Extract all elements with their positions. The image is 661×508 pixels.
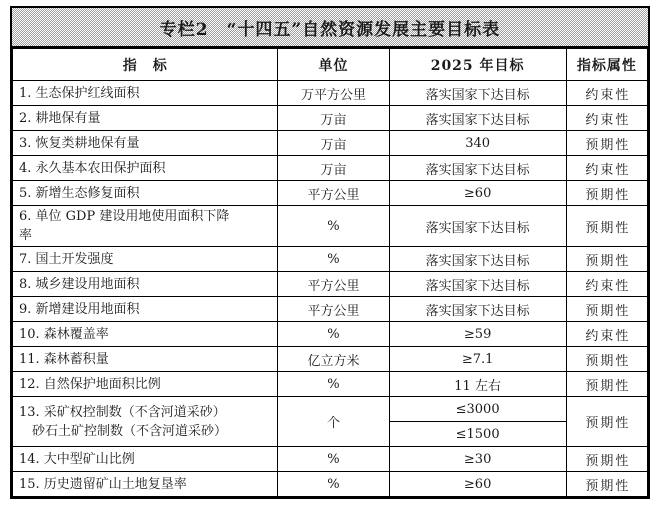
header-row xyxy=(13,49,648,81)
indicator-cell xyxy=(13,206,278,247)
table-row xyxy=(13,347,648,372)
indicator-cell xyxy=(13,447,278,472)
indicator-line: 5. 新增生态修复面积 xyxy=(19,185,140,201)
unit-cell: 亿立方米 xyxy=(278,347,389,372)
target-cell: 落实国家下达目标 xyxy=(389,106,566,131)
table-body xyxy=(13,81,648,497)
attribute-cell: 约束性 xyxy=(566,81,647,106)
target-cell: ≥60 xyxy=(389,181,566,206)
indicator-line: 7. 国土开发强度 xyxy=(19,251,114,267)
attribute-cell: 预期性 xyxy=(566,206,647,247)
indicator-cell xyxy=(13,372,278,397)
header-unit: 单位 xyxy=(278,49,389,81)
unit-cell: % xyxy=(278,322,389,347)
table-row xyxy=(13,106,648,131)
target-cell: ≤3000 xyxy=(389,397,566,422)
indicator-line: 13. 采矿权控制数（不含河道采砂） xyxy=(19,404,226,420)
attribute-cell: 预期性 xyxy=(566,247,647,272)
attribute-cell: 约束性 xyxy=(566,272,647,297)
table-row xyxy=(13,472,648,497)
indicator-cell xyxy=(13,156,278,181)
attribute-cell: 约束性 xyxy=(566,106,647,131)
indicator-cell xyxy=(13,81,278,106)
target-cell: ≥7.1 xyxy=(389,347,566,372)
table-row xyxy=(13,131,648,156)
target-cell: 落实国家下达目标 xyxy=(389,272,566,297)
indicator-cell xyxy=(13,272,278,297)
attribute-cell: 预期性 xyxy=(566,397,647,447)
attribute-cell: 预期性 xyxy=(566,447,647,472)
indicator-line: 4. 永久基本农田保护面积 xyxy=(19,160,166,176)
table-row xyxy=(13,322,648,347)
table-row xyxy=(13,297,648,322)
table-row xyxy=(13,272,648,297)
table-title: 专栏2 “十四五”自然资源发展主要目标表 xyxy=(159,19,501,40)
unit-cell: 平方公里 xyxy=(278,297,389,322)
header-indicator: 指 标 xyxy=(13,49,278,81)
indicator-line: 8. 城乡建设用地面积 xyxy=(19,276,140,292)
unit-cell: 平方公里 xyxy=(278,181,389,206)
indicator-cell xyxy=(13,106,278,131)
boxed-target-table xyxy=(10,6,650,499)
attribute-cell: 预期性 xyxy=(566,131,647,156)
unit-cell: 万平方公里 xyxy=(278,81,389,106)
indicator-cell xyxy=(13,247,278,272)
unit-cell: % xyxy=(278,206,389,247)
indicator-line: 砂石土矿控制数（不含河道采砂） xyxy=(19,423,228,439)
unit-cell: % xyxy=(278,447,389,472)
indicator-line: 1. 生态保护红线面积 xyxy=(19,85,140,101)
table-row xyxy=(13,372,648,397)
indicator-line: 12. 自然保护地面积比例 xyxy=(19,376,161,392)
target-cell: ≥60 xyxy=(389,472,566,497)
unit-cell: % xyxy=(278,372,389,397)
table-row xyxy=(13,447,648,472)
indicator-line: 3. 恢复类耕地保有量 xyxy=(19,135,140,151)
indicator-cell xyxy=(13,322,278,347)
attribute-cell: 预期性 xyxy=(566,372,647,397)
target-cell: 落实国家下达目标 xyxy=(389,297,566,322)
attribute-cell: 约束性 xyxy=(566,156,647,181)
indicator-line: 15. 历史遗留矿山土地复垦率 xyxy=(19,476,187,492)
indicator-line: 11. 森林蓄积量 xyxy=(19,351,109,367)
target-cell: 落实国家下达目标 xyxy=(389,247,566,272)
indicator-cell xyxy=(13,397,278,447)
attribute-cell: 预期性 xyxy=(566,181,647,206)
table-row xyxy=(13,181,648,206)
unit-cell: 平方公里 xyxy=(278,272,389,297)
header-target: 2025 年目标 xyxy=(389,49,566,81)
target-cell: 340 xyxy=(389,131,566,156)
indicator-line: 10. 森林覆盖率 xyxy=(19,326,109,342)
indicator-line: 14. 大中型矿山比例 xyxy=(19,451,135,467)
target-cell: ≥30 xyxy=(389,447,566,472)
target-cell: ≤1500 xyxy=(389,422,566,447)
indicator-line: 9. 新增建设用地面积 xyxy=(19,301,140,317)
indicator-cell xyxy=(13,181,278,206)
table-row xyxy=(13,247,648,272)
table-title-bar xyxy=(12,8,648,48)
indicator-line: 率 xyxy=(19,228,33,243)
table-row xyxy=(13,81,648,106)
indicator-cell xyxy=(13,472,278,497)
target-cell: 落实国家下达目标 xyxy=(389,206,566,247)
targets-table xyxy=(12,48,648,497)
unit-cell: 个 xyxy=(278,397,389,447)
target-cell: 落实国家下达目标 xyxy=(389,156,566,181)
table-row xyxy=(13,156,648,181)
unit-cell: 万亩 xyxy=(278,156,389,181)
indicator-line: 6. 单位 GDP 建设用地使用面积下降 xyxy=(19,209,230,224)
target-cell: 落实国家下达目标 xyxy=(389,81,566,106)
target-cell: ≥59 xyxy=(389,322,566,347)
unit-cell: 万亩 xyxy=(278,131,389,156)
table-row xyxy=(13,206,648,247)
table-row xyxy=(13,397,648,422)
attribute-cell: 预期性 xyxy=(566,472,647,497)
indicator-cell xyxy=(13,297,278,322)
unit-cell: % xyxy=(278,472,389,497)
indicator-cell xyxy=(13,347,278,372)
unit-cell: % xyxy=(278,247,389,272)
target-cell: 11 左右 xyxy=(389,372,566,397)
unit-cell: 万亩 xyxy=(278,106,389,131)
attribute-cell: 预期性 xyxy=(566,297,647,322)
indicator-line: 2. 耕地保有量 xyxy=(19,110,101,126)
header-attribute: 指标属性 xyxy=(566,49,647,81)
indicator-cell xyxy=(13,131,278,156)
attribute-cell: 约束性 xyxy=(566,322,647,347)
attribute-cell: 预期性 xyxy=(566,347,647,372)
